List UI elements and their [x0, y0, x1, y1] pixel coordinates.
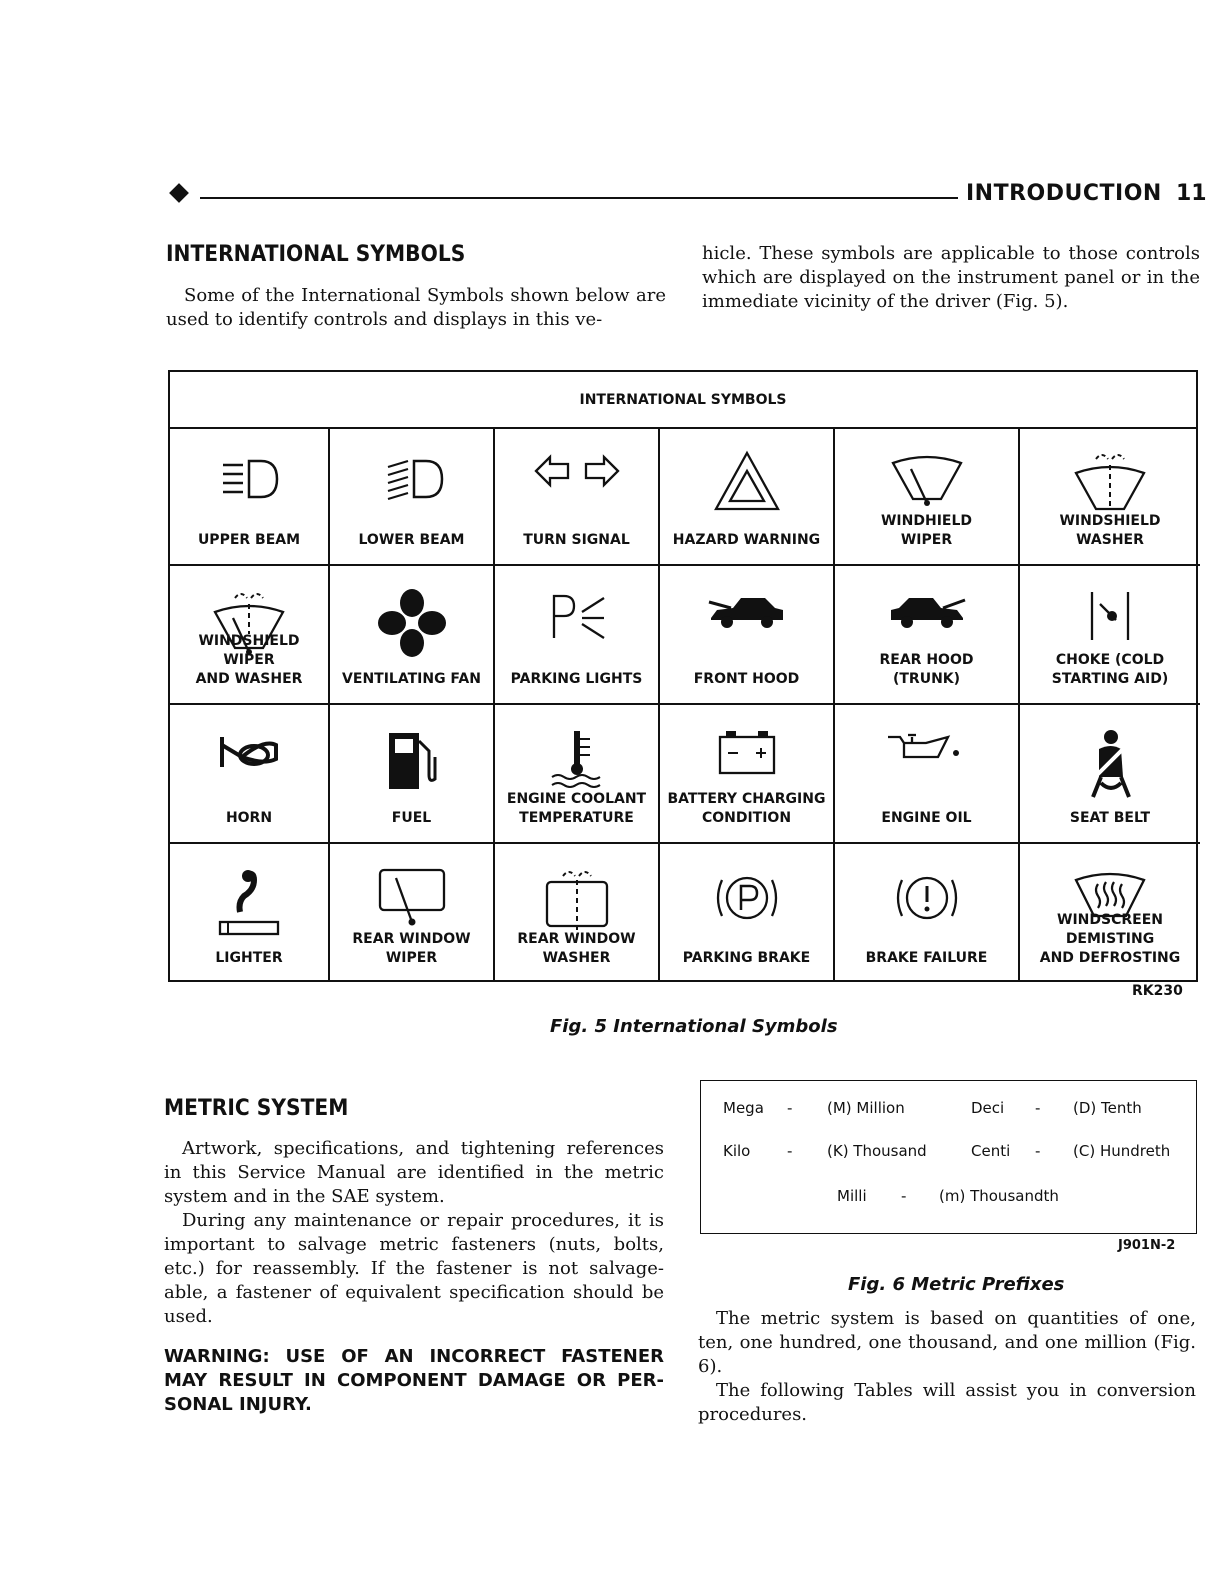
fuel-icon — [377, 727, 447, 793]
symbol-label: LIGHTER — [215, 950, 283, 966]
symbol-label: VENTILATING FAN — [342, 671, 481, 687]
symbol-cell — [170, 566, 330, 705]
coolant-temperature-icon — [542, 727, 612, 789]
symbol-cell — [660, 427, 835, 566]
symbol-cell — [495, 844, 660, 982]
symbol-label: FUEL — [391, 810, 432, 826]
prefix-dash: - — [1035, 1142, 1041, 1160]
fan-icon — [377, 588, 447, 658]
metric-paragraph-2: During any maintenance or repair procedures, it is important to salvage metric fasteners (nuts, bolts, etc.) for reassembly. If the fastener is not salvage-able, a fastener of equivalent specification should be used. — [164, 1210, 664, 1327]
parking-brake-icon — [712, 866, 782, 930]
front-hood-icon — [707, 588, 787, 638]
symbol-cell — [1020, 566, 1200, 705]
symbol-cell — [835, 566, 1020, 705]
lower-beam-icon — [372, 449, 452, 509]
symbol-label: BRAKE FAILURE — [865, 950, 988, 966]
symbol-label: SEAT BELT — [1069, 810, 1151, 826]
lighter-icon — [214, 866, 284, 938]
symbols-table-title: INTERNATIONAL SYMBOLS — [170, 372, 1196, 429]
header-section-title: INTRODUCTION — [966, 181, 1162, 206]
symbol-cell — [495, 427, 660, 566]
choke-icon — [1080, 588, 1140, 644]
symbol-label: REAR HOOD (TRUNK) — [879, 652, 974, 687]
symbol-cell — [330, 427, 495, 566]
seat-belt-icon — [1075, 727, 1145, 803]
symbol-cell — [170, 427, 330, 566]
symbol-label: ENGINE COOLANT TEMPERATURE — [506, 791, 647, 826]
symbol-cell — [1020, 705, 1200, 844]
symbol-label: WINDSHIELD WASHER — [1059, 513, 1161, 548]
windshield-wiper-icon — [887, 449, 967, 513]
page-number: 11 — [1176, 181, 1207, 206]
symbol-cell — [330, 705, 495, 844]
symbol-label: ENGINE OIL — [881, 810, 972, 826]
prefix-dash: - — [787, 1099, 793, 1117]
prefix-dash: - — [901, 1187, 907, 1205]
symbol-label: CHOKE (COLD STARTING AID) — [1051, 652, 1169, 687]
rear-window-washer-icon — [537, 866, 617, 938]
symbol-cell — [1020, 427, 1200, 566]
symbol-label: WINDSCREEN DEMISTING AND DEFROSTING — [1039, 912, 1181, 966]
rear-hood-icon — [887, 588, 967, 638]
symbol-label: REAR WINDOW WASHER — [517, 931, 636, 966]
symbol-cell — [495, 705, 660, 844]
symbol-cell — [660, 844, 835, 982]
metric-paragraph-1: Artwork, specifications, and tightening references in this Service Manual are identified in the metric system and in the SAE system. — [164, 1138, 664, 1207]
symbol-cell — [660, 566, 835, 705]
symbol-label: FRONT HOOD — [693, 671, 800, 687]
symbol-label: BATTERY CHARGING CONDITION — [667, 791, 826, 826]
international-symbols-heading: INTERNATIONAL SYMBOLS — [166, 242, 466, 267]
prefix-value: (M) Million — [827, 1099, 905, 1117]
symbol-label: TURN SIGNAL — [523, 532, 630, 548]
rear-window-wiper-icon — [372, 866, 452, 930]
horn-icon — [214, 727, 284, 777]
prefix-value: (m) Thousandth — [939, 1187, 1059, 1205]
prefix-value: (K) Thousand — [827, 1142, 927, 1160]
symbol-cell — [1020, 844, 1200, 982]
intro-right-paragraph: hicle. These symbols are applicable to those controls which are displayed on the instrument panel or in the immediate vicinity of the driver (Fig. 5). — [702, 243, 1200, 312]
symbol-cell — [835, 844, 1020, 982]
symbol-label: PARKING BRAKE — [682, 950, 811, 966]
symbol-label: HORN — [225, 810, 273, 826]
prefix-value: (C) Hundreth — [1073, 1142, 1171, 1160]
prefix-name: Deci — [971, 1099, 1005, 1117]
metric-prefixes-table — [700, 1080, 1197, 1234]
hazard-warning-icon — [712, 449, 782, 513]
symbol-cell — [330, 844, 495, 982]
symbol-label: LOWER BEAM — [358, 532, 465, 548]
symbol-cell — [495, 566, 660, 705]
symbol-label: UPPER BEAM — [197, 532, 301, 548]
metric-paragraph-4: The following Tables will assist you in conversion procedures. — [698, 1380, 1196, 1425]
symbol-label: PARKING LIGHTS — [510, 671, 643, 687]
metric-system-heading: METRIC SYSTEM — [164, 1096, 349, 1121]
header-diamond-icon — [169, 183, 189, 203]
parking-lights-icon — [542, 588, 612, 648]
figure-caption: Fig. 5 International Symbols — [550, 1016, 838, 1037]
brake-failure-icon — [892, 866, 962, 930]
header-rule — [200, 197, 958, 199]
engine-oil-icon — [882, 727, 972, 771]
figure-caption: Fig. 6 Metric Prefixes — [848, 1274, 1065, 1295]
windshield-washer-icon — [1070, 449, 1150, 519]
symbol-cell — [170, 844, 330, 982]
symbol-label: HAZARD WARNING — [672, 532, 821, 548]
symbol-label: WINDHIELD WIPER — [880, 513, 973, 548]
figure-code: RK230 — [1132, 983, 1183, 999]
symbol-label: WINDSHIELD WIPER AND WASHER — [195, 633, 303, 687]
prefix-value: (D) Tenth — [1073, 1099, 1142, 1117]
battery-icon — [712, 727, 782, 777]
prefix-name: Mega — [723, 1099, 764, 1117]
metric-paragraph-3: The metric system is based on quantities of one, ten, one hundred, one thousand, and one million (Fig. 6). — [698, 1308, 1196, 1377]
symbol-cell — [835, 705, 1020, 844]
prefix-dash: - — [787, 1142, 793, 1160]
prefix-name: Kilo — [723, 1142, 751, 1160]
symbol-label: REAR WINDOW WIPER — [352, 931, 471, 966]
symbol-cell — [660, 705, 835, 844]
prefix-name: Centi — [971, 1142, 1011, 1160]
prefix-dash: - — [1035, 1099, 1041, 1117]
symbol-cell — [170, 705, 330, 844]
prefix-name: Milli — [837, 1187, 867, 1205]
figure-code: J901N-2 — [1118, 1238, 1176, 1253]
upper-beam-icon — [209, 449, 289, 509]
symbol-cell — [330, 566, 495, 705]
symbol-cell — [835, 427, 1020, 566]
turn-signal-icon — [532, 449, 622, 493]
intro-left-paragraph: Some of the International Symbols shown below are used to identify controls and displays in this ve- — [166, 285, 666, 330]
warning-text: WARNING: USE OF AN INCORRECT FASTENER MAY RESULT IN COMPONENT DAMAGE OR PER-SONAL INJURY. — [164, 1346, 664, 1415]
international-symbols-table — [168, 370, 1198, 982]
